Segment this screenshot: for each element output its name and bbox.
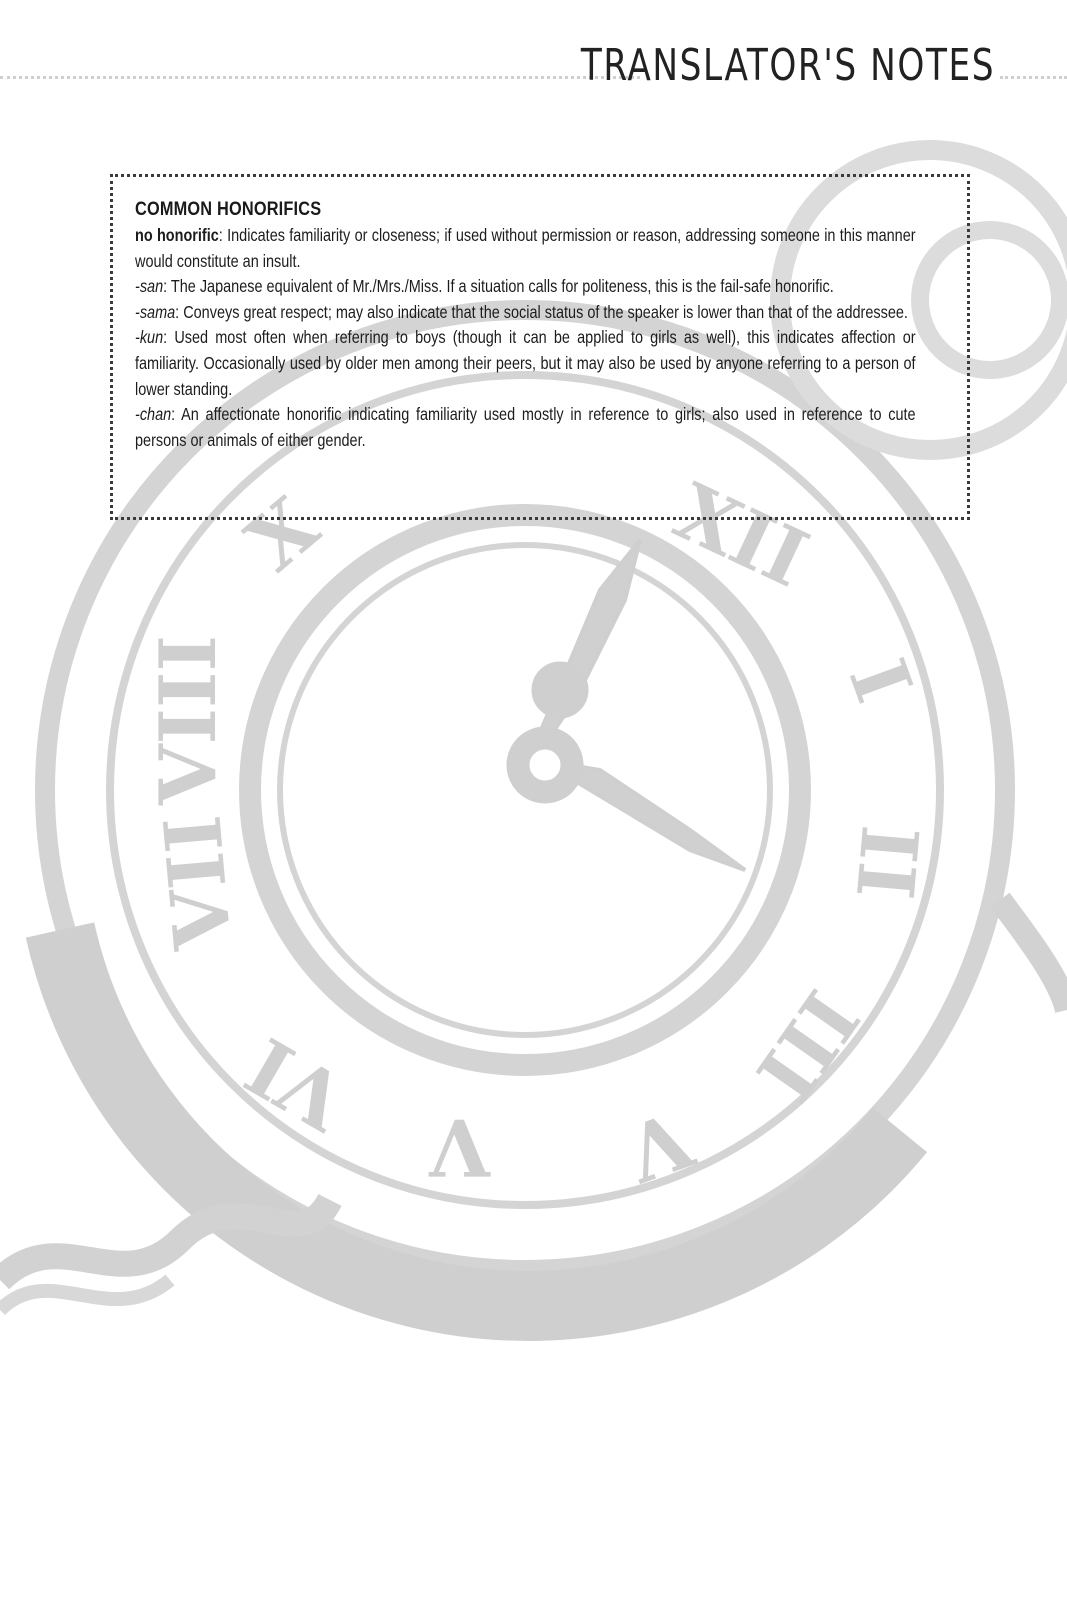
- header-dotted-rule-left: [0, 76, 640, 79]
- numeral-vi: V: [429, 1101, 491, 1192]
- entry-no-honorific: [135, 223, 916, 274]
- numeral-xii: XII: [661, 466, 821, 606]
- entry-term: -kun: [135, 327, 164, 348]
- honorifics-notes-box: [110, 174, 970, 520]
- numeral-ii: II: [837, 821, 935, 903]
- entry-definition: : Indicates familiarity or closeness; if used without permission or reason, addressing someone in this manner would constitute an insult.: [135, 225, 916, 271]
- entry-chan: [135, 402, 916, 453]
- header-dotted-rule-right: [1000, 76, 1067, 79]
- entry-term: -chan: [135, 404, 172, 425]
- entry-definition: : An affectionate honorific indicating familiarity used mostly in reference to girls; also used in reference to cute persons or animals of either gender.: [135, 404, 916, 450]
- numeral-vii: VI: [231, 1019, 362, 1147]
- numeral-viii: VII: [147, 811, 250, 953]
- notes-body: [135, 223, 916, 453]
- page-title: TRANSLATOR'S NOTES: [580, 40, 995, 91]
- entry-san: [135, 274, 916, 300]
- notes-heading: COMMON HONORIFICS: [135, 199, 322, 220]
- numeral-iii: III: [738, 974, 876, 1117]
- entry-sama: [135, 300, 916, 326]
- entry-kun: [135, 325, 916, 402]
- entry-definition: : The Japanese equivalent of Mr./Mrs./Miss. If a situation calls for politeness, this is the fail-safe honorific.: [163, 276, 834, 297]
- entry-term: no honorific: [135, 225, 219, 245]
- numeral-i: I: [830, 648, 929, 714]
- entry-term: -sama: [135, 301, 176, 322]
- entry-definition: : Conveys great respect; may also indicate that the social status of the speaker is lower than that of the addressee.: [175, 301, 908, 322]
- numeral-ix: VIII: [143, 635, 234, 805]
- entry-definition: : Used most often when referring to boys (though it can be applied to girls as well), this indicates affection or familiarity. Occasionally used by older men among their peers, but it may also be used by anyone referring to a person of lower standing.: [135, 327, 916, 399]
- entry-term: -san: [135, 276, 164, 297]
- numeral-x: X: [230, 480, 336, 590]
- numeral-v: V: [615, 1091, 704, 1199]
